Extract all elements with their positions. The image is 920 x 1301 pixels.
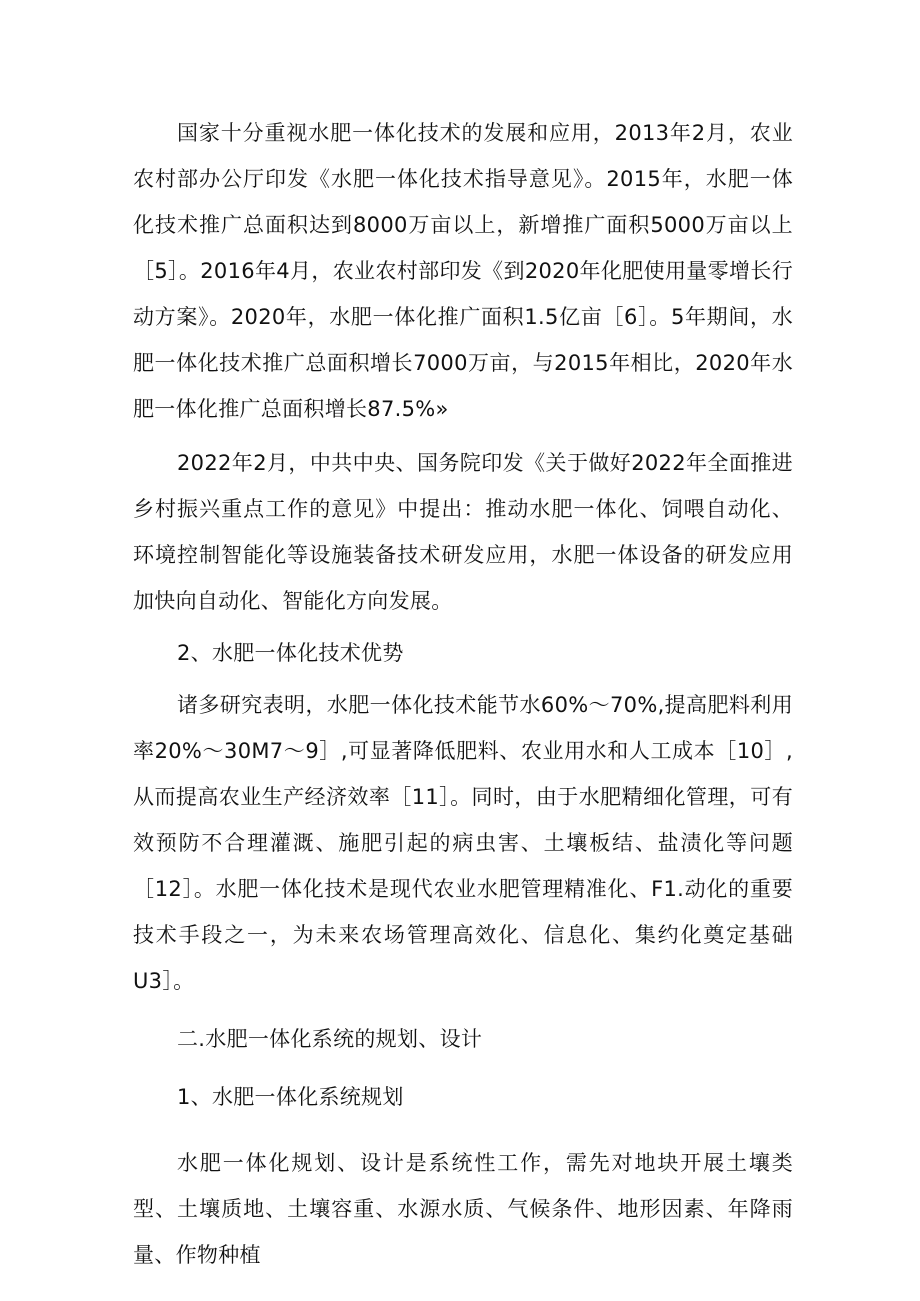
section-heading-advantages: 2、水肥一体化技术优势 [177, 641, 404, 665]
section-heading-system-planning: 1、水肥一体化系统规划 [177, 1085, 404, 1109]
chapter-heading-planning-design: 二.水肥一体化系统的规划、设计 [177, 1027, 483, 1051]
paragraph-policy-history: 国家十分重视水肥一体化技术的发展和应用，2013年2月，农业农村部办公厅印发《水肥一体化技术指导意见》。2015年，水肥一体化技术推广总面积达到8000万亩以上，新增推广面积5000万亩以上［5］。2016年4月，农业农村部印发《到2020年化肥使用量零增长行动方案》。2020年，水肥一体化推广面积1.5亿亩［6］。5年期间，水肥一体化技术推广总面积增长7000万亩，与2015年相比，2020年水肥一体化推广总面积增长87.5%» [133, 121, 793, 421]
paragraph-advantages: 诸多研究表明，水肥一体化技术能节水60%～70%,提高肥料利用率20%～30M7～9］,可显著降低肥料、农业用水和人工成本［10］,从而提高农业生产经济效率［11］。同时，由于水肥精细化管理，可有效预防不合理灌溉、施肥引起的病虫害、土壤板结、盐渍化等问题［12］。水肥一体化技术是现代农业水肥管理精准化、F1.动化的重要技术手段之一，为未来农场管理高效化、信息化、集约化奠定基础U3］。 [133, 693, 793, 993]
document-body [133, 110, 793, 1278]
paragraph-planning-intro: 水肥一体化规划、设计是系统性工作，需先对地块开展土壤类型、土壤质地、土壤容重、水源水质、气候条件、地形因素、年降雨量、作物种植 [133, 1151, 793, 1267]
paragraph-2022-policy: 2022年2月，中共中央、国务院印发《关于做好2022年全面推进乡村振兴重点工作的意见》中提出：推动水肥一体化、饲喂自动化、环境控制智能化等设施装备技术研发应用，水肥一体设备的研发应用加快向自动化、智能化方向发展。 [133, 451, 793, 613]
